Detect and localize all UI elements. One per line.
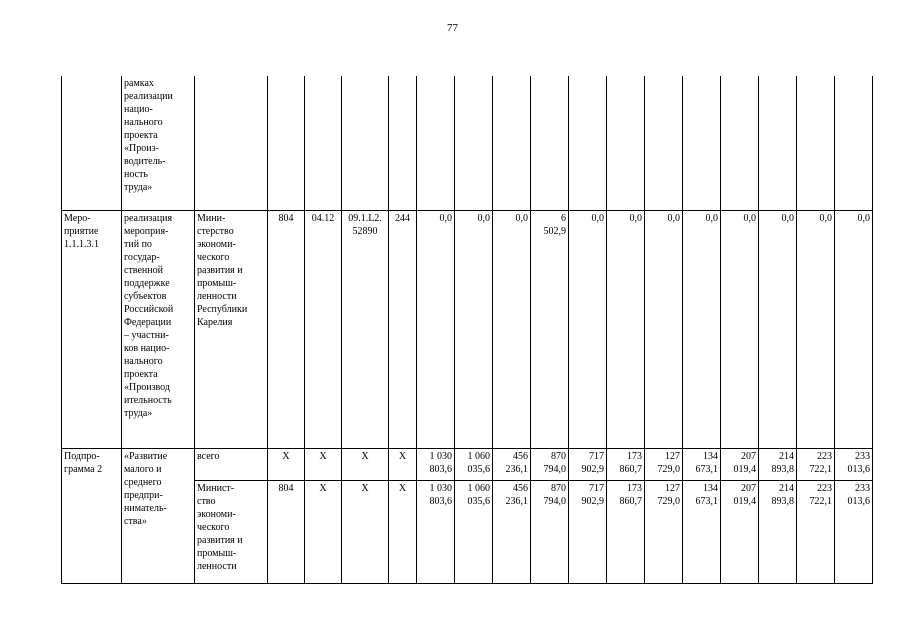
budget-table [61,76,873,584]
row-csr: Х [342,448,389,480]
row-executor: Мини- стерство экономи- ческого развития и промыш- ленности Республики Карелия [195,210,268,448]
value-cell [455,76,493,210]
value-cell: 6 502,9 [531,210,569,448]
row-status: Меро- приятие 1.1.1.3.1 [62,210,122,448]
table-row [62,76,873,210]
value-cell: 717 902,9 [569,480,607,583]
value-cell: 0,0 [835,210,873,448]
row-rzpr [305,76,342,210]
row-rzpr: Х [305,448,342,480]
value-cell: 127 729,0 [645,448,683,480]
value-cell [569,76,607,210]
value-cell: 207 019,4 [721,448,759,480]
value-cell: 456 236,1 [493,480,531,583]
value-cell: 0,0 [721,210,759,448]
value-cell [607,76,645,210]
value-cell: 233 013,6 [835,448,873,480]
value-cell: 134 673,1 [683,448,721,480]
value-cell [683,76,721,210]
value-cell [493,76,531,210]
row-grbs: 804 [268,210,305,448]
value-cell: 223 722,1 [797,480,835,583]
value-cell [417,76,455,210]
value-cell: 173 860,7 [607,480,645,583]
value-cell [645,76,683,210]
row-rzpr: Х [305,480,342,583]
value-cell [797,76,835,210]
value-cell: 717 902,9 [569,448,607,480]
value-cell: 223 722,1 [797,448,835,480]
value-cell [759,76,797,210]
row-csr [342,76,389,210]
row-vr: Х [389,480,417,583]
row-vr: 244 [389,210,417,448]
value-cell: 207 019,4 [721,480,759,583]
row-csr: Х [342,480,389,583]
value-cell: 214 893,8 [759,448,797,480]
value-cell: 870 794,0 [531,448,569,480]
table-row [62,448,873,480]
value-cell: 0,0 [569,210,607,448]
row-rzpr: 04.12 [305,210,342,448]
row-executor [195,76,268,210]
value-cell: 0,0 [455,210,493,448]
row-vr: Х [389,448,417,480]
value-cell [721,76,759,210]
row-vr [389,76,417,210]
table-row [62,210,873,448]
row-name: «Развитие малого и среднего предпри- ниматель- ства» [122,448,195,583]
value-cell: 173 860,7 [607,448,645,480]
value-cell: 1 060 035,6 [455,480,493,583]
page-number: 77 [447,22,458,34]
value-cell: 0,0 [797,210,835,448]
row-csr: 09.1.L2. 52890 [342,210,389,448]
value-cell: 456 236,1 [493,448,531,480]
value-cell: 0,0 [493,210,531,448]
value-cell: 127 729,0 [645,480,683,583]
row-status [62,76,122,210]
value-cell: 1 030 803,6 [417,480,455,583]
value-cell: 0,0 [645,210,683,448]
row-grbs: 804 [268,480,305,583]
value-cell: 233 013,6 [835,480,873,583]
row-grbs: Х [268,448,305,480]
row-executor: Минист- ство экономи- ческого развития и промыш- ленности [195,480,268,583]
value-cell: 1 030 803,6 [417,448,455,480]
row-status: Подпро- грамма 2 [62,448,122,583]
value-cell [835,76,873,210]
value-cell: 870 794,0 [531,480,569,583]
value-cell: 0,0 [683,210,721,448]
row-executor: всего [195,448,268,480]
row-grbs [268,76,305,210]
value-cell: 0,0 [759,210,797,448]
value-cell: 134 673,1 [683,480,721,583]
value-cell [531,76,569,210]
value-cell: 1 060 035,6 [455,448,493,480]
row-name: рамках реализации нацио- нального проекта «Произ- водитель- ность труда» [122,76,195,210]
value-cell: 214 893,8 [759,480,797,583]
value-cell: 0,0 [417,210,455,448]
row-name: реализация мероприя- тий по государ- ственной поддержке субъектов Российской Федерации – участни- ков нацио- нального проекта «Производ ительность труда» [122,210,195,448]
value-cell: 0,0 [607,210,645,448]
